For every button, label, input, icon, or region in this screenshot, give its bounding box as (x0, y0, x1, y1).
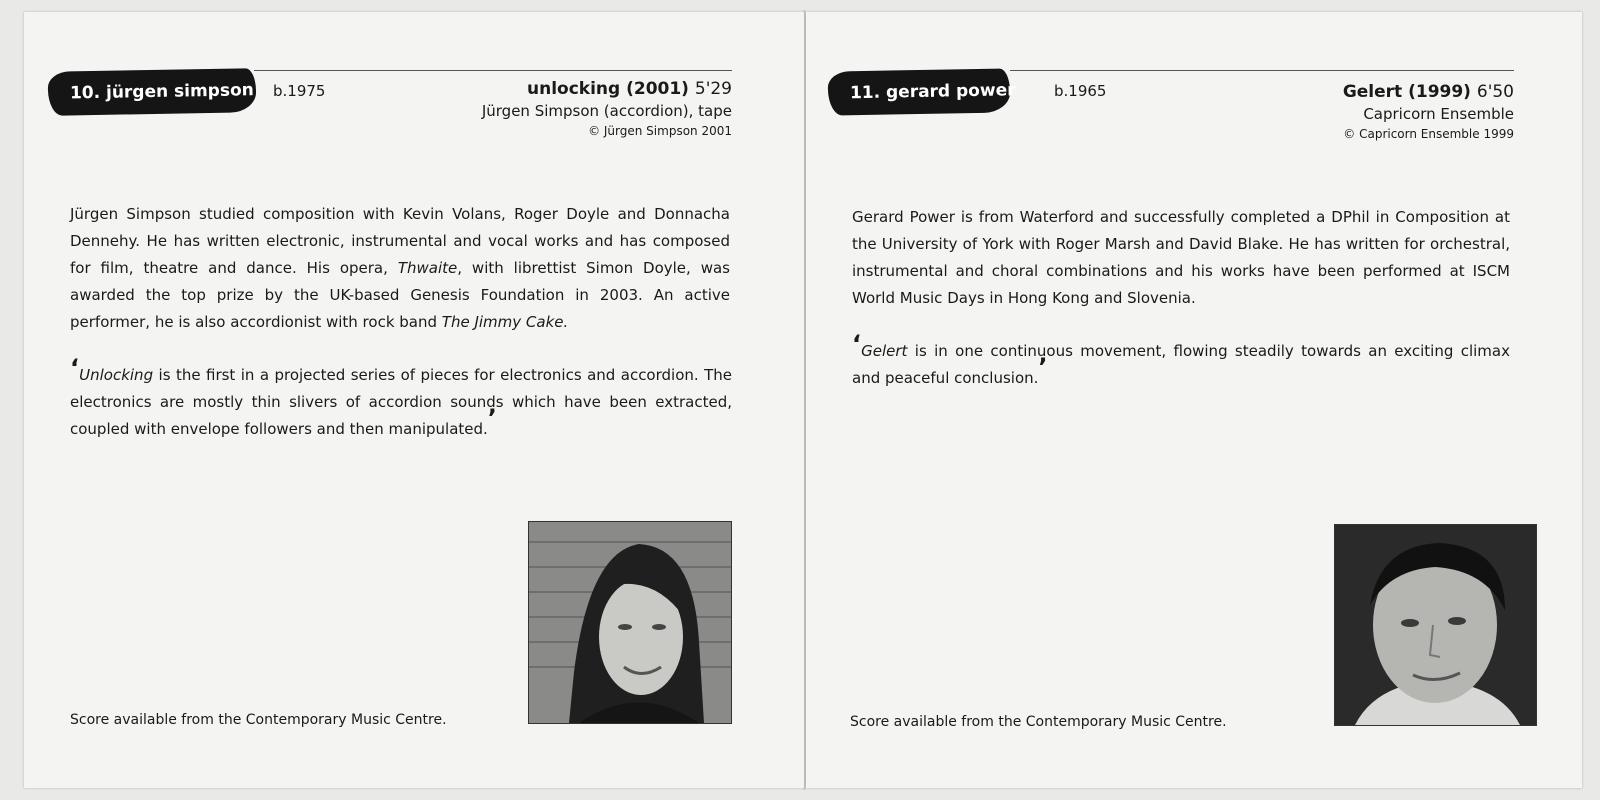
composer-photo (1334, 524, 1537, 726)
quote-open-mark: ‘ (852, 330, 862, 358)
work-duration: 6'50 (1476, 82, 1514, 102)
track-label-badge (828, 68, 1016, 115)
composer-birth-year: b.1975 (273, 82, 326, 100)
bio-text: , with librettist Simon Doyle, was awarded the top prize by the UK-based Genesis Foundation in 2003. An active performer, he is also accordionist with rock band (70, 259, 730, 331)
bio-italic-title: Thwaite (397, 259, 458, 277)
work-duration: 5'29 (694, 79, 732, 99)
composer-bio (70, 201, 730, 336)
composer-quote (852, 330, 1510, 392)
portrait-image (1335, 525, 1536, 725)
quote-italic-title: Gelert (861, 342, 908, 360)
header-rule (254, 70, 732, 71)
work-title (1343, 81, 1514, 103)
performer: Jürgen Simpson (accordion), tape (481, 102, 732, 120)
score-note: Score available from the Contemporary Music Centre. (850, 714, 1227, 730)
track-label: 10. jürgen simpson (69, 80, 254, 104)
track-label: 11. gerard power (849, 80, 1016, 104)
quote-close-mark: ’ (487, 404, 497, 432)
quote-italic-title: Unlocking (79, 366, 154, 384)
copyright: © Capricorn Ensemble 1999 (1343, 127, 1514, 141)
work-title-text: unlocking (2001) (526, 79, 689, 99)
score-note: Score available from the Contemporary Music Centre. (70, 712, 447, 728)
portrait-image (529, 522, 731, 723)
composer-photo (528, 521, 732, 724)
bio-italic-band: The Jimmy Cake. (441, 313, 569, 331)
composer-birth-year: b.1965 (1054, 82, 1107, 100)
quote-text: is the first in a projected series of pieces for electronics and accordion. The electronics are mostly thin slivers of accordion sounds which have been extracted, coupled with envelope followers and then manipulated. (70, 366, 732, 438)
work-title-text: Gelert (1999) (1342, 82, 1471, 102)
composer-bio: Gerard Power is from Waterford and successfully completed a DPhil in Composition at the University of York with Roger Marsh and David Blake. He has written for orchestral, instrumental and choral combinations and his works have been performed at ISCM World Music Days in Hong Kong and Slovenia. (852, 208, 1510, 307)
quote-open-mark: ‘ (70, 354, 80, 382)
quote-text: is in one continuous movement, flowing steadily towards an exciting climax and peaceful conclusion. (852, 342, 1510, 387)
bio-text: Jürgen Simpson studied composition with Kevin Volans, Roger Doyle and Donnacha Dennehy. He has written electronic, instrumental and vocal works and has composed for film, theatre and dance. His opera, (70, 205, 730, 277)
composer-quote (70, 354, 732, 443)
left-page (24, 12, 804, 788)
performer: Capricorn Ensemble (1363, 105, 1514, 123)
track-label-badge (48, 68, 257, 116)
work-info (482, 78, 732, 140)
copyright: © Jürgen Simpson 2001 (588, 124, 732, 138)
header-rule (1010, 70, 1514, 71)
work-title (482, 78, 732, 100)
right-page (806, 12, 1582, 788)
work-info (1343, 81, 1514, 143)
quote-close-mark: ’ (1038, 353, 1048, 381)
